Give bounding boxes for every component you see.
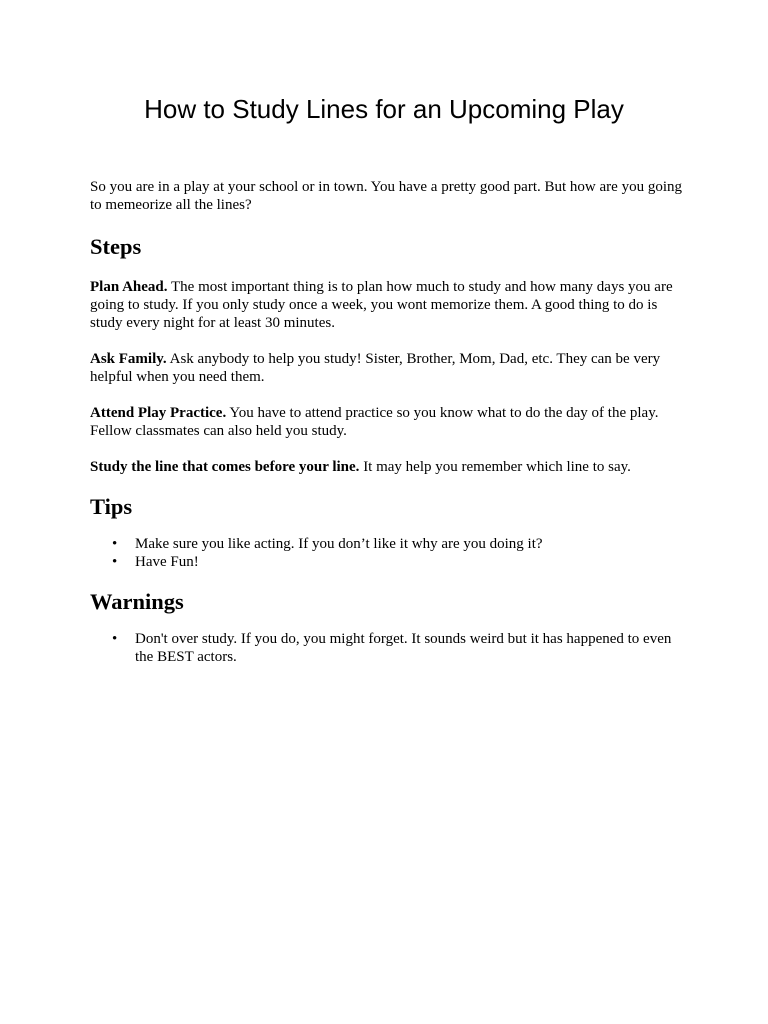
tips-heading: Tips xyxy=(90,494,133,519)
intro-paragraph: So you are in a play at your school or in town. You have a pretty good part. But how are you going to memeorize all the lines? xyxy=(90,179,682,213)
step-text: The most important thing is to plan how much to study and how many days you are going to study. If you only study once a week, you wont memorize them. A good thing to do is study every night for at least 30 minutes. xyxy=(90,279,673,331)
step-text: It may help you remember which line to say. xyxy=(359,459,631,475)
list-item xyxy=(90,535,690,553)
warnings-list xyxy=(90,630,690,666)
bullet-icon: • xyxy=(112,554,118,570)
step-title: Plan Ahead. xyxy=(90,279,168,295)
step-text: Ask anybody to help you study! Sister, Brother, Mom, Dad, etc. They can be very helpful when you need them. xyxy=(90,351,661,385)
tips-list xyxy=(90,535,690,571)
list-item xyxy=(90,630,690,666)
document-body xyxy=(90,178,690,666)
warnings-heading: Warnings xyxy=(90,589,184,614)
step-text: You have to attend practice so you know what to do the day of the play. Fellow classmates can also held you study. xyxy=(90,405,659,439)
step-paragraph xyxy=(90,350,690,386)
list-item xyxy=(90,553,690,571)
bullet-icon: • xyxy=(112,536,118,552)
step-paragraph xyxy=(90,404,690,440)
page-title: How to Study Lines for an Upcoming Play xyxy=(144,94,624,124)
steps-heading: Steps xyxy=(90,234,142,259)
step-paragraph xyxy=(90,278,690,332)
list-item-text: Make sure you like acting. If you don’t like it why are you doing it? xyxy=(135,536,543,552)
step-paragraph xyxy=(90,458,690,476)
step-title: Attend Play Practice. xyxy=(90,405,227,421)
list-item-text: Have Fun! xyxy=(135,554,199,570)
list-item-text: Don't over study. If you do, you might forget. It sounds weird but it has happened to even the BEST actors. xyxy=(135,631,672,665)
bullet-icon: • xyxy=(112,631,118,647)
step-title: Study the line that comes before your line. xyxy=(90,459,360,475)
step-title: Ask Family. xyxy=(90,351,167,367)
